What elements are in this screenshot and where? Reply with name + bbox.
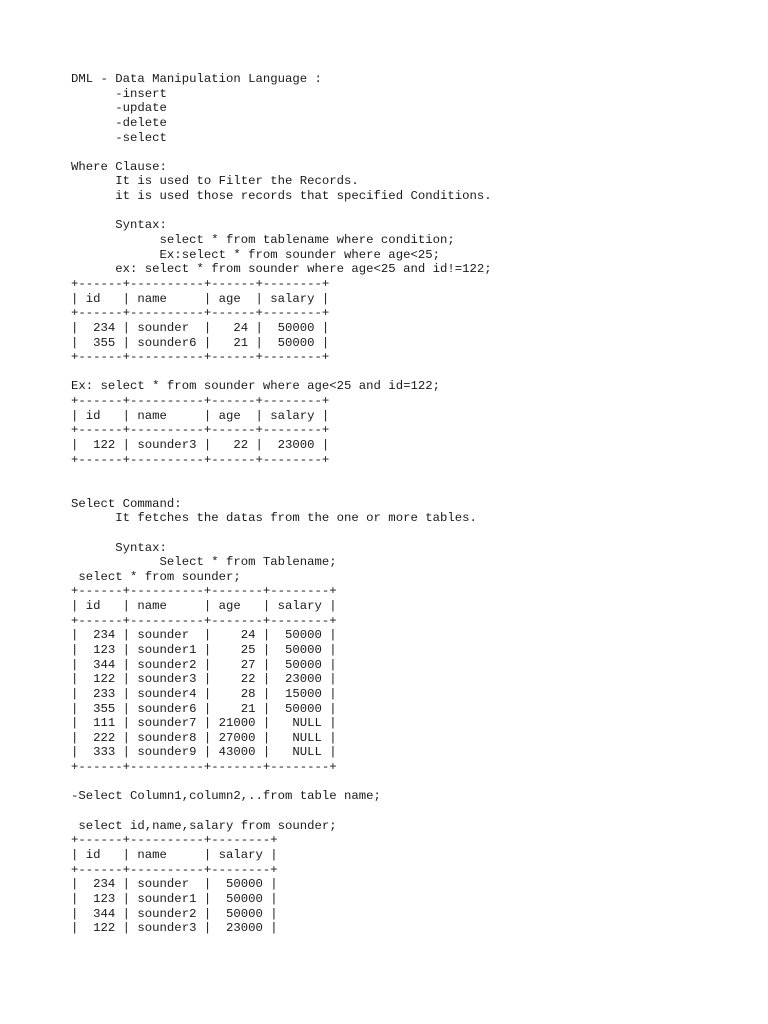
text-line: +------+----------+-------+--------+	[71, 584, 337, 599]
text-line	[71, 482, 492, 497]
text-line: select * from tablename where condition;	[71, 233, 455, 248]
text-line: +------+----------+--------+	[71, 862, 278, 877]
text-line: select * from sounder;	[71, 569, 241, 584]
text-line: | 123 | sounder1 | 25 | 50000 |	[71, 642, 337, 657]
text-line: Syntax:	[71, 540, 167, 555]
text-line: +------+----------+------+--------+	[71, 306, 330, 321]
text-line: | id | name | salary |	[71, 847, 278, 862]
text-line: | 355 | sounder6 | 21 | 50000 |	[71, 335, 330, 350]
text-line: | 122 | sounder3 | 23000 |	[71, 921, 278, 936]
text-line: Ex: select * from sounder where age<25 and id=122;	[71, 379, 440, 394]
text-line: Syntax:	[71, 218, 167, 233]
text-line: -Select Column1,column2,..from table name;	[71, 789, 381, 804]
text-line: | id | name | age | salary |	[71, 599, 337, 614]
text-line: | 333 | sounder9 | 43000 | NULL |	[71, 745, 337, 760]
document-text	[71, 72, 492, 936]
text-line	[71, 775, 492, 790]
text-line: it is used those records that specified Conditions.	[71, 189, 492, 204]
text-line: select id,name,salary from sounder;	[71, 818, 337, 833]
text-line: ex: select * from sounder where age<25 and id!=122;	[71, 262, 492, 277]
text-line: +------+----------+------+--------+	[71, 276, 330, 291]
text-line: -select	[71, 130, 167, 145]
text-line: +------+----------+--------+	[71, 833, 278, 848]
text-line: +------+----------+------+--------+	[71, 394, 330, 409]
text-line: | 222 | sounder8 | 27000 | NULL |	[71, 730, 337, 745]
text-line: | 355 | sounder6 | 21 | 50000 |	[71, 701, 337, 716]
text-line: | id | name | age | salary |	[71, 408, 330, 423]
text-line: -update	[71, 101, 167, 116]
text-line	[71, 526, 492, 541]
text-line: +------+----------+-------+--------+	[71, 760, 337, 775]
text-line: | 344 | sounder2 | 27 | 50000 |	[71, 657, 337, 672]
text-line	[71, 145, 492, 160]
text-line: | 234 | sounder | 50000 |	[71, 877, 278, 892]
text-line: DML - Data Manipulation Language :	[71, 72, 322, 86]
text-line: | 122 | sounder3 | 22 | 23000 |	[71, 672, 337, 687]
text-line: -delete	[71, 115, 167, 130]
text-line: +------+----------+------+--------+	[71, 350, 330, 365]
text-line: +------+----------+------+--------+	[71, 452, 330, 467]
text-line: | id | name | age | salary |	[71, 291, 330, 306]
text-line: Select Command:	[71, 496, 182, 511]
text-line: | 123 | sounder1 | 50000 |	[71, 891, 278, 906]
text-line	[71, 467, 492, 482]
text-line	[71, 365, 492, 380]
text-line: | 234 | sounder | 24 | 50000 |	[71, 320, 330, 335]
text-line: | 233 | sounder4 | 28 | 15000 |	[71, 686, 337, 701]
text-line: -insert	[71, 86, 167, 101]
text-line: Select * from Tablename;	[71, 555, 337, 570]
text-line: | 122 | sounder3 | 22 | 23000 |	[71, 438, 330, 453]
text-line: Where Clause:	[71, 159, 167, 174]
text-line: It fetches the datas from the one or more tables.	[71, 511, 477, 526]
text-line: Ex:select * from sounder where age<25;	[71, 247, 440, 262]
text-line: +------+----------+------+--------+	[71, 423, 330, 438]
text-line: +------+----------+-------+--------+	[71, 613, 337, 628]
text-line: | 111 | sounder7 | 21000 | NULL |	[71, 716, 337, 731]
text-line: | 234 | sounder | 24 | 50000 |	[71, 628, 337, 643]
text-line	[71, 804, 492, 819]
text-line	[71, 204, 492, 219]
text-line: It is used to Filter the Records.	[71, 174, 359, 189]
text-line: | 344 | sounder2 | 50000 |	[71, 906, 278, 921]
